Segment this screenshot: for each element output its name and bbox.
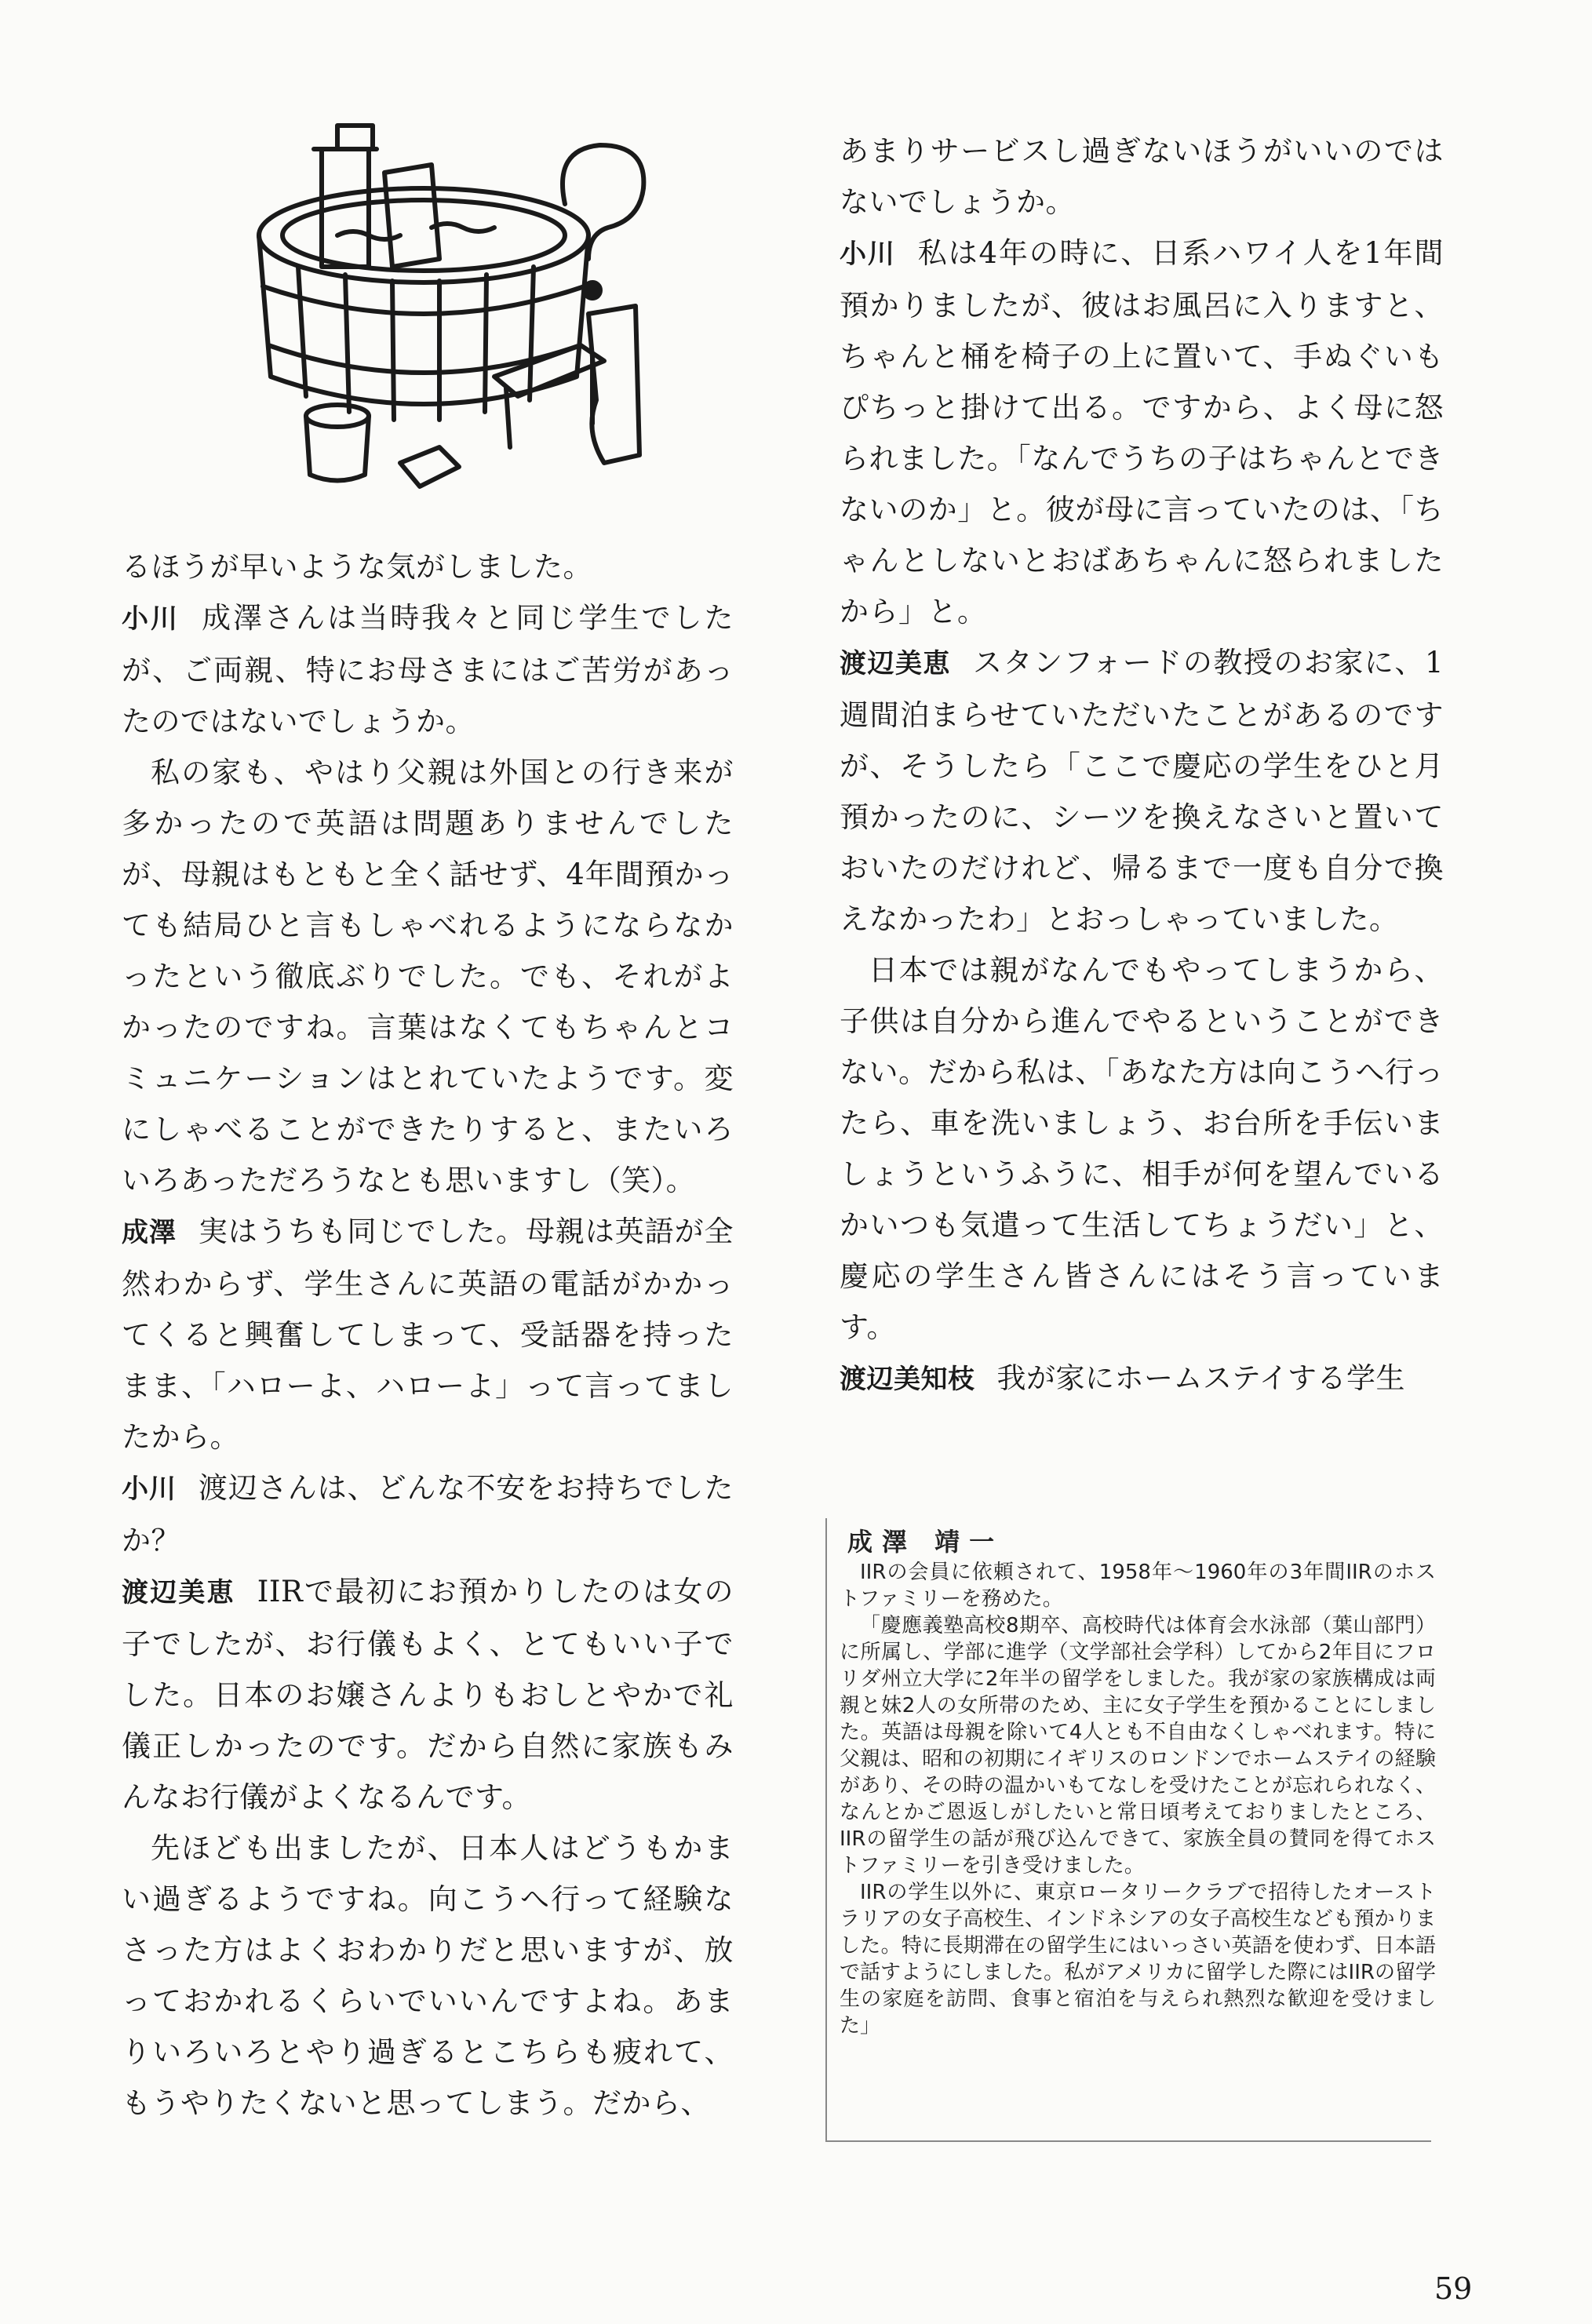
speaker-label: 小川	[122, 1473, 177, 1505]
paragraph: 日本では親がなんでもやってしまうから、子供は自分から進んでやるということができない。だから私は、「あなた方は向こうへ行ったら、車を洗いましょう、お台所を手伝いましょうというふうに、相手が何を望んでいるかいつも気遣って生活してちょうだい」と、慶応の学生さん皆さんにはそう言っています。	[840, 953, 1444, 1344]
right-column	[840, 126, 1444, 1405]
paragraph: 私の家も、やはり父親は外国との行き来が多かったので英語は問題ありませんでしたが、母親はもともと全く話せず、4年間預かっても結局ひと言もしゃべれるようにならなかったという徹底ぶりでした。でも、それがよかったのですね。言葉はなくてもちゃんとコミュニケーションはとれていたようです。変にしゃべることができたりすると、またいろいろあっただろうなとも思いますし（笑）。	[122, 756, 734, 1197]
page-number: 59	[1434, 2271, 1473, 2306]
speaker-label: 小川	[122, 603, 180, 635]
profile-paragraph: 「慶應義塾高校8期卒、高校時代は体育会水泳部（葉山部門）に所属し、学部に進学（文学部社会学科）してから2年目にフロリダ州立大学に2年半の留学をしました。我が家の家族構成は両親と妹2人の女所帯のため、主に女子学生を預かることにしました。英語は母親を除いて4人とも不自由なくしゃべれます。特に父親は、昭和の初期にイギリスのロンドンでホームステイの経験があり、その時の温かいもてなしを受けたことが忘れられなく、なんとかご恩返しがしたいと常日頃考えておりましたところ、IIRの留学生の話が飛び込んできて、家族全員の賛同を得てホストファミリーを引き受けました。	[840, 1614, 1436, 1878]
profile-paragraph: IIRの会員に依頼されて、1958年～1960年の3年間IIRのホストファミリーを務めた。	[840, 1561, 1436, 1611]
profile-box	[840, 1526, 1436, 2039]
profile-paragraph: IIRの学生以外に、東京ロータリークラブで招待したオーストラリアの女子高校生、インドネシアの女子高校生なども預かりました。特に長期滞在の留学生にはいっさい英語を使わず、日本語で話すようにしました。私がアメリカに留学した際にはIIRの留学生の家庭を訪問、食事と宿泊を与えられ熱烈な歓迎を受けました」	[840, 1881, 1436, 2038]
speaker-label: 渡辺美恵	[840, 648, 952, 679]
profile-name: 成澤 靖一	[847, 1527, 1004, 1557]
paragraph: 成澤 実はうちも同じでした。母親は英語が全然わからず、学生さんに英語の電話がかかってくると興奮してしまって、受話器を持ったまま、「ハローよ、ハローよ」って言ってましたから。	[122, 1215, 734, 1454]
paragraph: 渡辺美恵 IIRで最初にお預かりしたのは女の子でしたが、お行儀もよく、とてもいい子でした。日本のお嬢さんよりもおしとやかで礼儀正しかったのです。だから自然に家族もみんなお行儀がよくなるんです。	[122, 1575, 734, 1814]
paragraph: 渡辺美恵 スタンフォードの教授のお家に、1週間泊まらせていただいたことがあるのですが、そうしたら「ここで慶応の学生をひと月預かったのに、シーツを換えなさいと置いておいたのだけれど、帰るまで一度も自分で換えなかったわ」とおっしゃっていました。	[840, 646, 1444, 936]
paragraph: 小川 私は4年の時に、日系ハワイ人を1年間預かりましたが、彼はお風呂に入りますと、ちゃんと桶を椅子の上に置いて、手ぬぐいもぴちっと掛けて出る。ですから、よく母に怒られました。「なんでうちの子はちゃんとできないのか」と。彼が母に言っていたのは、「ちゃんとしないとおばあちゃんに怒られましたから」と。	[840, 236, 1444, 628]
paragraph: 先ほども出ましたが、日本人はどうもかまい過ぎるようですね。向こうへ行って経験なさった方はよくおわかりだと思いますが、放っておかれるくらいでいいんですよね。あまりいろいろとやり過ぎるとこちらも疲れて、もうやりたくないと思ってしまう。だから、	[122, 1831, 734, 2120]
speaker-label: 渡辺美恵	[122, 1577, 235, 1608]
paragraph: あまりサービスし過ぎないほうがいいのではないでしょうか。	[840, 134, 1444, 219]
paragraph: 小川 成澤さんは当時我々と同じ学生でしたが、ご両親、特にお母さまにはご苦労があったのではないでしょうか。	[122, 601, 734, 738]
speaker-label: 小川	[840, 239, 896, 270]
left-column	[122, 541, 734, 2129]
wooden-bathtub-with-question-mark-icon	[235, 118, 690, 510]
speaker-label: 渡辺美知枝	[840, 1364, 975, 1395]
profile-box-border-bottom	[825, 2140, 1431, 2142]
paragraph: 渡辺美知枝 我が家にホームステイする学生	[840, 1361, 1406, 1395]
profile-box-border-left	[825, 1518, 827, 2142]
paragraph: るほうが早いような気がしました。	[122, 550, 592, 584]
speaker-label: 成澤	[122, 1217, 177, 1248]
paragraph: 小川 渡辺さんは、どんな不安をお持ちでしたか？	[122, 1471, 734, 1557]
